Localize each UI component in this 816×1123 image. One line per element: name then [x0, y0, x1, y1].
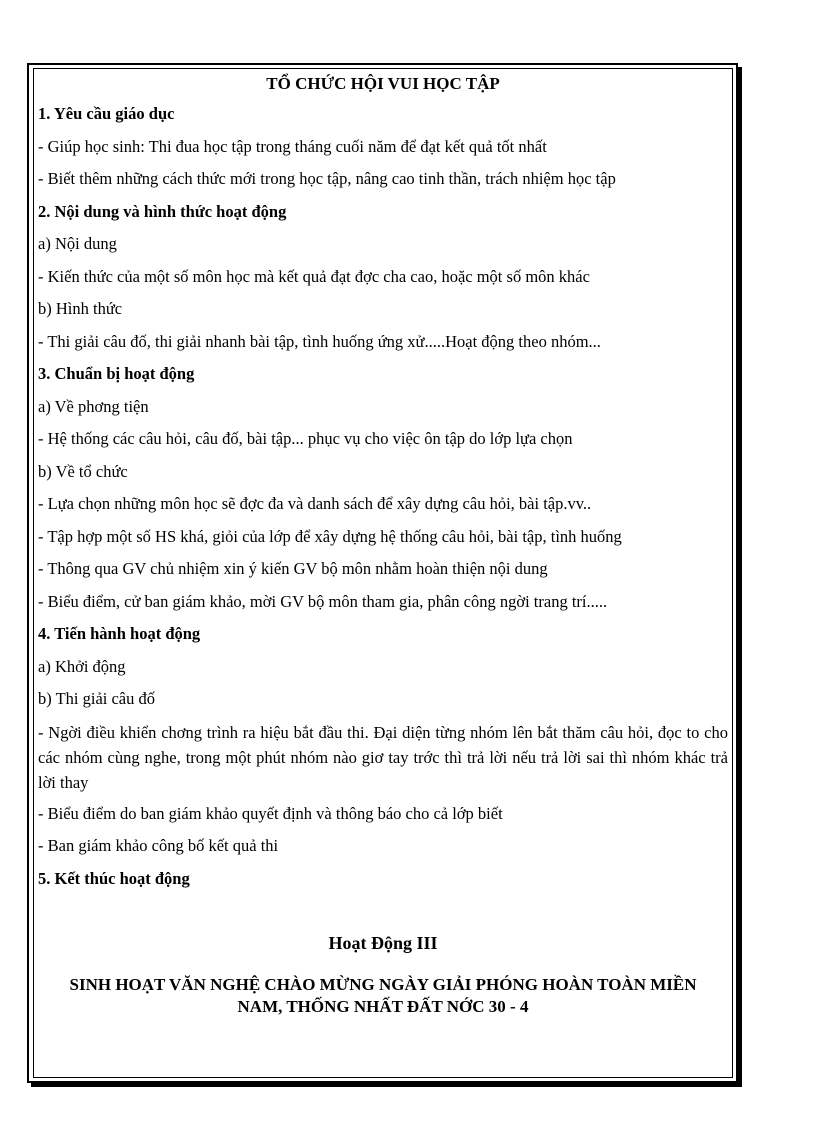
text-line: - Biểu điểm, cử ban giám khảo, mời GV bộ môn tham gia, phân công ngời trang trí..... [38, 591, 608, 611]
text-line: b) Thi giải câu đố [38, 689, 155, 708]
text-line: - Kiến thức của một số môn học mà kết quả đạt đợc cha cao, hoặc một số môn khác [38, 266, 590, 286]
text-line: - Ban giám khảo công bố kết quả thi [38, 836, 279, 855]
text-line: a) Nội dung [38, 234, 117, 253]
text-line: - Biết thêm những cách thức mới trong học tập, nâng cao tinh thần, trách nhiệm học tập [38, 169, 616, 188]
document-title: TỔ CHỨC HỘI VUI HỌC TẬP [266, 74, 500, 93]
text-line: - Thi giải câu đố, thi giải nhanh bài tập, tình huống ứng xử.....Hoạt động theo nhóm... [38, 331, 601, 351]
text-line: b) Hình thức [38, 299, 123, 318]
activity-subheading: SINH HOẠT VĂN NGHỆ CHÀO MỪNG NGÀY GIẢI PHÓNG HOÀN TOÀN MIỀN NAM, THỐNG NHẤT ĐẤT NỚC 30 - 4 [69, 975, 697, 1016]
section-lines-end [38, 798, 728, 896]
section-heading: 2. Nội dung và hình thức hoạt động [38, 201, 287, 221]
section-heading: 3. Chuẩn bị hoạt động [38, 364, 195, 383]
text-line: - Giúp học sinh: Thi đua học tập trong tháng cuối năm để đạt kết quả tốt nhất [38, 136, 547, 156]
activity-heading: Hoạt Động III [328, 933, 438, 953]
text-line: a) Về phơng tiện [38, 396, 149, 416]
text-line: a) Khởi động [38, 656, 126, 676]
section-heading: 1. Yêu cầu giáo dục [38, 104, 175, 123]
section-heading: 5. Kết thúc hoạt động [38, 868, 190, 888]
page-shadow-right [738, 67, 742, 1087]
text-line: - Tập hợp một số HS khá, giỏi của lớp để xây dựng hệ thống câu hỏi, bài tập, tình huống [38, 526, 622, 546]
text-line: - Lựa chọn những môn học sẽ đợc đa và danh sách để xây dựng câu hỏi, bài tập.vv.. [38, 494, 592, 513]
procedure-paragraph: - Ngời điều khiển chơng trình ra hiệu bắt đầu thi. Đại diện từng nhóm lên bắt thăm câu hỏi, đọc to cho các nhóm cùng nghe, trong một phút nhóm nào giơ tay trớc thì trả lời nếu trả lời sai thì nhóm khác trả lời thay [38, 722, 728, 792]
section-heading: 4. Tiến hành hoạt động [38, 624, 201, 643]
text-line: b) Về tổ chức [38, 461, 128, 481]
document-body [38, 70, 728, 895]
section-lines [38, 98, 728, 716]
page-shadow-bottom [31, 1083, 742, 1087]
text-line: - Thông qua GV chủ nhiệm xin ý kiến GV bộ môn nhằm hoàn thiện nội dung [38, 559, 548, 578]
text-line: - Biểu điểm do ban giám khảo quyết định và thông báo cho cả lớp biết [38, 803, 503, 823]
text-line: - Hệ thống các câu hỏi, câu đố, bài tập... phục vụ cho việc ôn tập do lớp lựa chọn [38, 429, 573, 448]
